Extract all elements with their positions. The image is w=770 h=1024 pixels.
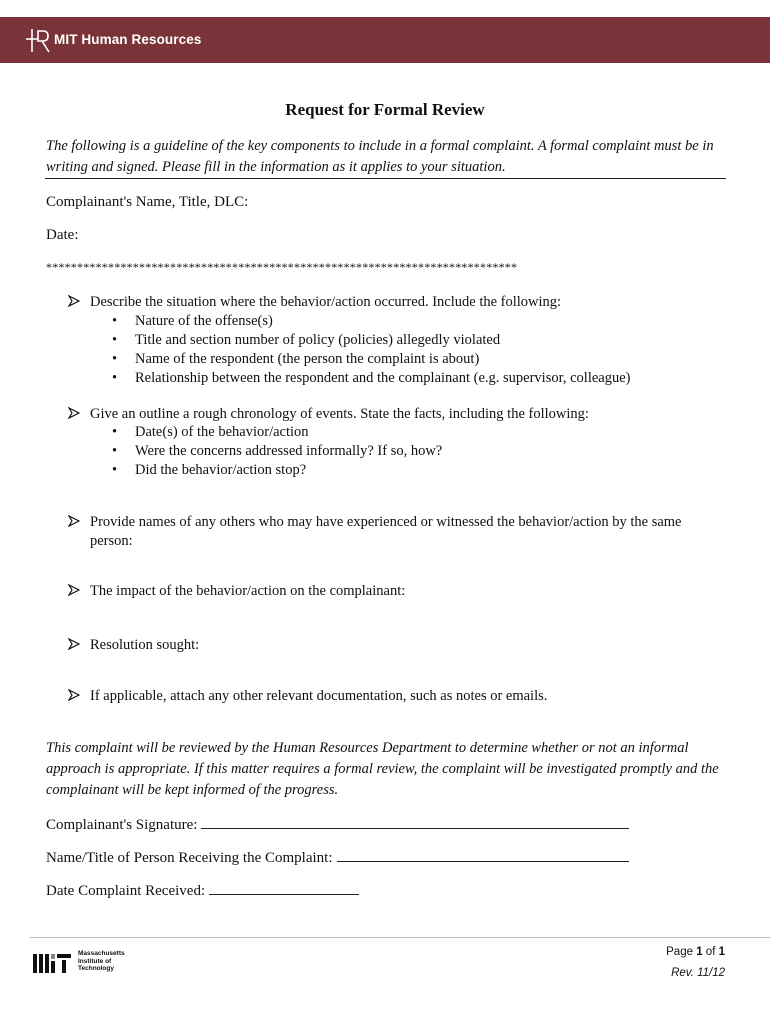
receiver-row [46, 847, 629, 867]
signature-field[interactable] [201, 814, 629, 829]
intro-text: The following is a guideline of the key components to include in a formal complaint. A formal complaint must be in writing and signed. Please fill in the information as it applies to your situation. [46, 138, 714, 175]
page-number [666, 946, 725, 958]
header-bar [0, 17, 770, 63]
institute-name-line: Institute of [78, 957, 112, 965]
page-current: 1 [696, 946, 703, 958]
list-item-text: Title and section number of policy (policies) allegedly violated [135, 332, 501, 348]
list-item-text: Relationship between the respondent and the complainant (e.g. supervisor, colleague) [135, 370, 631, 386]
receiver-field[interactable] [337, 847, 629, 862]
section-witnesses-text: Provide names of any others who may have experienced or witnessed the behavior/action by the same [90, 514, 682, 530]
section-chronology-text: Give an outline a rough chronology of events. State the facts, including the following: [90, 406, 589, 422]
list-item-text: Were the concerns addressed informally? If so, how? [135, 443, 443, 459]
header-title: MIT Human Resources [54, 32, 202, 47]
date-label: Date: [46, 227, 79, 243]
received-date-row [46, 880, 359, 900]
arrow-bullet-icon [68, 407, 80, 419]
arrow-bullet-icon [68, 584, 80, 596]
arrow-bullet-icon [68, 689, 80, 701]
separator-stars: **************************************************************************** [46, 260, 518, 274]
closing-statement: This complaint will be reviewed by the Human Resources Department to determine whether or not an informal approach is appropriate. If this matter requires a formal review, the complaint will be investigated promptly and the complainant will be kept informed of the progress. [46, 740, 719, 798]
revision-label: Rev. 11/12 [671, 967, 725, 979]
arrow-bullet-icon [68, 638, 80, 650]
institute-name-line: Technology [78, 965, 114, 972]
signature-row [46, 814, 629, 834]
page-prefix: Page [666, 946, 697, 958]
list-item-text: Nature of the offense(s) [135, 313, 273, 329]
section-witnesses-text-cont: person: [90, 533, 133, 549]
receiver-label: Name/Title of Person Receiving the Complaint: [46, 850, 333, 866]
complainant-name-label: Complainant's Name, Title, DLC: [46, 194, 249, 210]
arrow-bullet-icon [68, 295, 80, 307]
signature-label: Complainant's Signature: [46, 817, 198, 833]
institute-name-line: Massachusetts [78, 950, 125, 957]
arrow-bullet-icon [68, 515, 80, 527]
page-of: of [702, 946, 719, 958]
section-resolution-text: Resolution sought: [90, 637, 200, 653]
page-total: 1 [718, 946, 725, 958]
list-item-text: Date(s) of the behavior/action [135, 424, 309, 440]
institute-name [78, 950, 125, 973]
hr-logo-icon [24, 26, 50, 54]
list-item-text: Did the behavior/action stop? [135, 462, 307, 478]
document-title: Request for Formal Review [285, 100, 485, 119]
section-attachments-text: If applicable, attach any other relevant documentation, such as notes or emails. [90, 688, 548, 704]
intro-divider [45, 178, 726, 179]
received-date-label: Date Complaint Received: [46, 883, 206, 899]
section-impact-text: The impact of the behavior/action on the complainant: [90, 583, 406, 599]
section-describe-text: Describe the situation where the behavior/action occurred. Include the following: [90, 294, 562, 310]
mit-logo-icon [33, 950, 73, 974]
received-date-field[interactable] [209, 880, 359, 895]
list-item-text: Name of the respondent (the person the complaint is about) [135, 351, 480, 367]
footer-divider [30, 937, 770, 938]
